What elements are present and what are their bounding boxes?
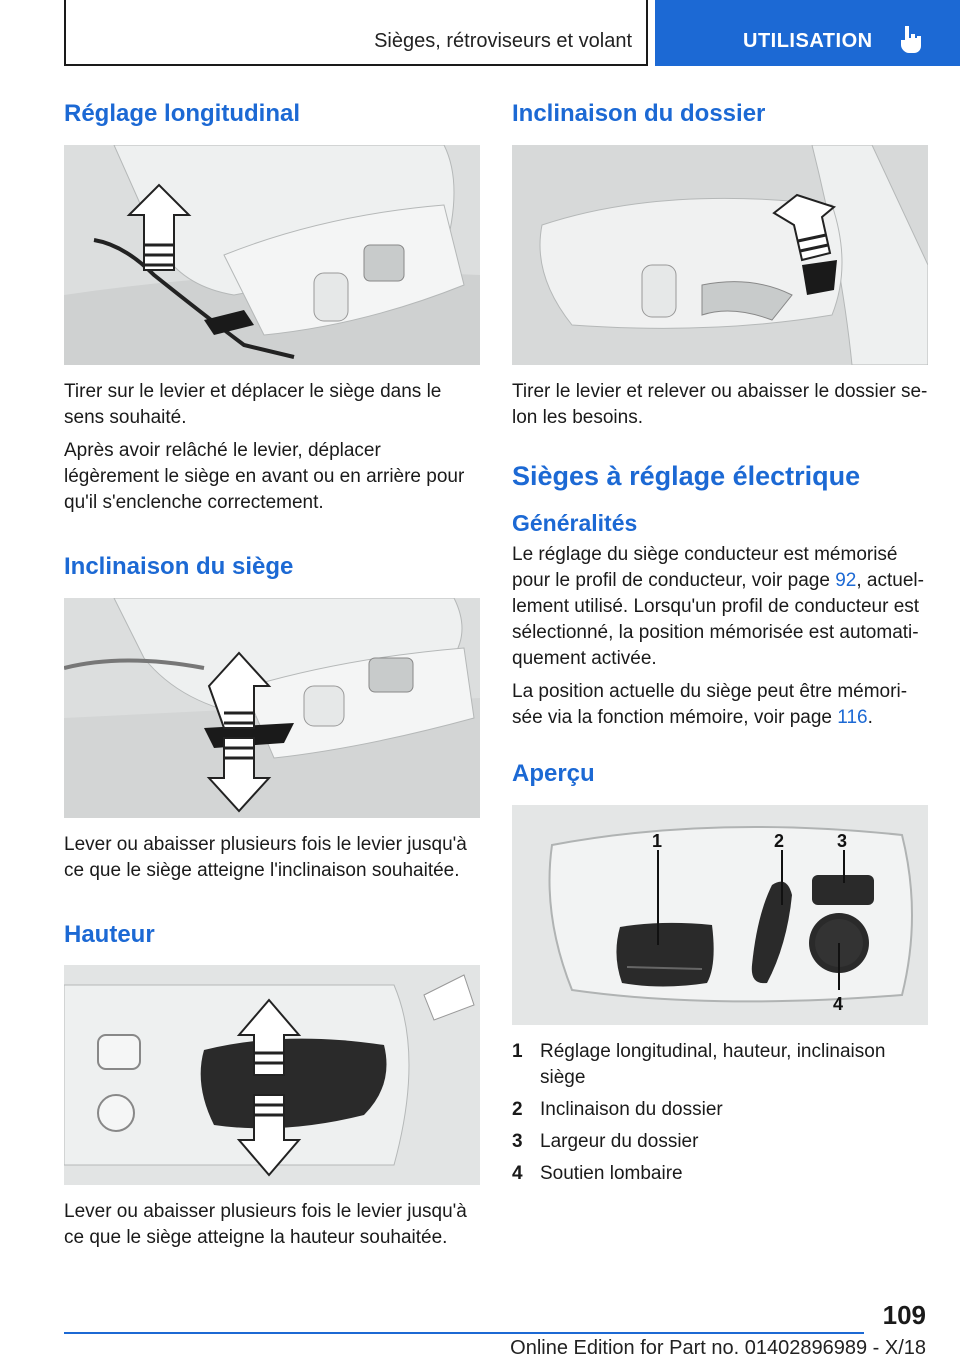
callout-1: 1: [652, 830, 663, 851]
list-item: [512, 1129, 928, 1155]
heading-electric-seats: Sièges à réglage électrique: [512, 460, 861, 491]
paragraph-general-1: Le réglage du siège conducteur est mémorisé pour le profil de conducteur, voir page 92, actuellement utilisé. Lorsqu'un profil de conducteur est sélectionné, la position mémorisée est automatiquement activée.: [512, 543, 924, 669]
legend-text: Soutien lombaire: [540, 1162, 683, 1184]
section-title: Sièges, rétroviseurs et volant: [374, 30, 632, 52]
legend-text: Inclinaison du dossier: [540, 1098, 723, 1120]
paragraph: Après avoir relâché le levier, déplacer légèrement le siège en avant ou en arrière pour qu'il s'enclenche correctement.: [64, 439, 465, 513]
heading-height: Hauteur: [64, 920, 155, 948]
chapter-tab[interactable]: [655, 0, 960, 66]
paragraph-general-2: La position actuelle du siège peut être mémorisée via la fonction mémoire, voir page 116.: [512, 680, 908, 728]
heading-longitudinal: Réglage longitudinal: [64, 100, 301, 127]
footer-divider: [64, 1332, 864, 1334]
legend-list: [512, 1039, 928, 1187]
pointing-hand-icon: [895, 24, 925, 54]
seat-longitudinal-illustration: [64, 145, 480, 365]
seat-height-illustration: [64, 965, 480, 1185]
figure-longitudinal: [64, 145, 480, 365]
legend-text: Largeur du dossier: [540, 1130, 699, 1152]
footer-edition: Online Edition for Part no. 01402896989 - X/18: [510, 1337, 926, 1359]
page-link-116[interactable]: 116: [837, 706, 868, 728]
heading-seat-tilt: Inclinaison du siège: [64, 552, 294, 580]
chapter-tab-label: UTILISATION: [743, 30, 873, 52]
backrest-tilt-illustration: [512, 145, 928, 365]
left-column: [64, 100, 480, 1258]
list-item: [512, 1039, 928, 1091]
paragraph: Lever ou abaisser plusieurs fois le levier jusqu'à ce que le siège atteigne l'inclinaison souhaitée.: [64, 833, 467, 881]
page-link-92[interactable]: 92: [835, 569, 857, 591]
right-column: [512, 100, 928, 1193]
callout-3: 3: [837, 830, 848, 851]
list-item: [512, 1161, 928, 1187]
figure-backrest-tilt: [512, 145, 928, 365]
list-item: [512, 1097, 928, 1123]
heading-overview: Aperçu: [512, 759, 595, 787]
legend-text: Réglage longitudinal, hauteur, inclinaison siège: [540, 1040, 886, 1088]
heading-backrest-tilt: Inclinaison du dossier: [512, 100, 766, 127]
legend-number: 1: [512, 1040, 523, 1062]
heading-general: Généralités: [512, 510, 638, 537]
callout-2: 2: [774, 830, 785, 851]
page-number: 109: [882, 1300, 926, 1330]
legend-number: 2: [512, 1098, 523, 1120]
legend-number: 4: [512, 1162, 523, 1184]
seat-controls-illustration: [512, 805, 928, 1025]
paragraph: Tirer le levier et relever ou abaisser le dossier selon les besoins.: [512, 380, 928, 428]
figure-height: [64, 965, 480, 1185]
seat-tilt-illustration: [64, 598, 480, 818]
paragraph: Tirer sur le levier et déplacer le siège dans le sens souhaité.: [64, 380, 442, 428]
header-section-box: [64, 0, 648, 66]
paragraph: Lever ou abaisser plusieurs fois le levier jusqu'à ce que le siège atteigne la hauteur souhaitée.: [64, 1201, 467, 1249]
figure-seat-tilt: [64, 598, 480, 818]
callout-4: 4: [833, 993, 844, 1014]
legend-number: 3: [512, 1130, 523, 1152]
page-header: [0, 0, 960, 66]
figure-overview: [512, 805, 928, 1025]
